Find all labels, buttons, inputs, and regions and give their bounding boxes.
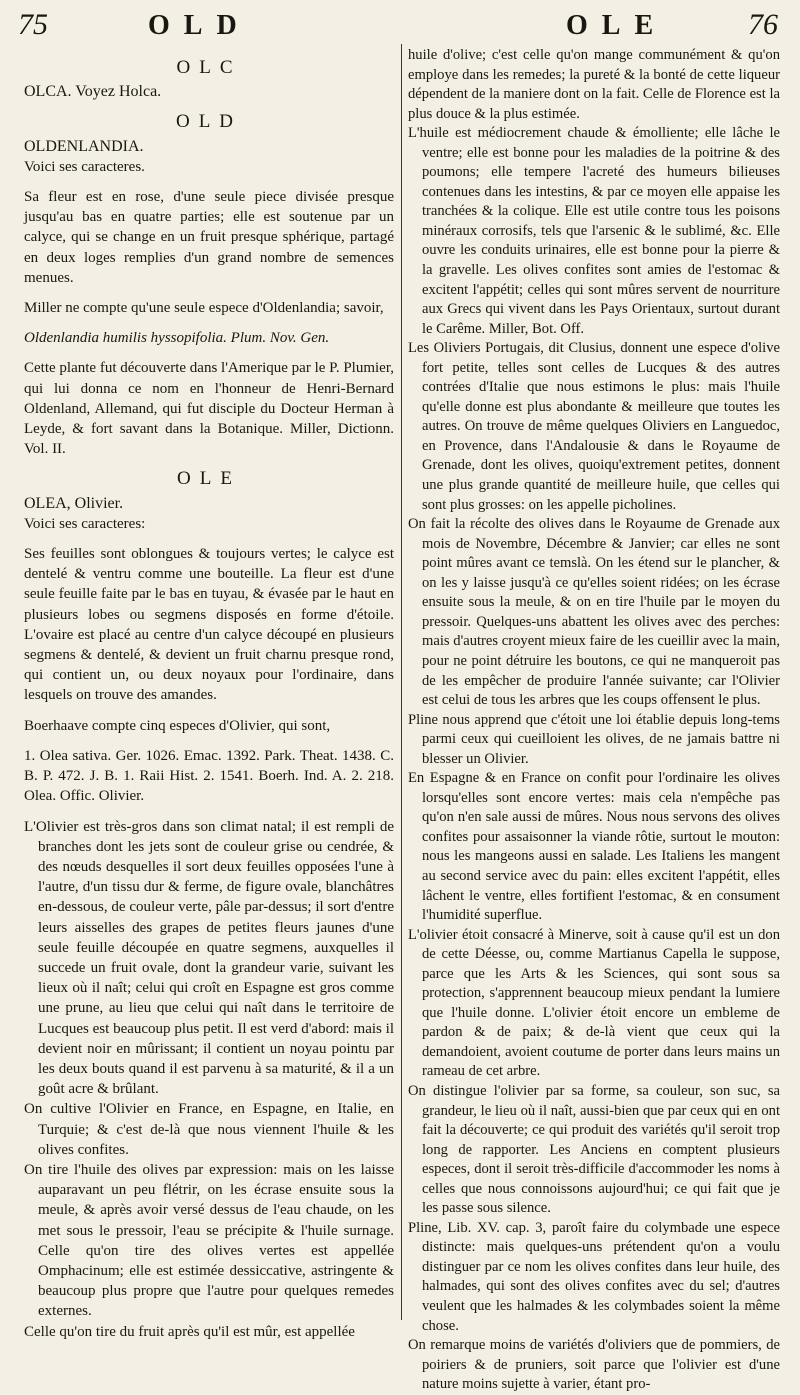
paragraph-fruit: Celle qu'on tire du fruit après qu'il est mûr, est appellée (24, 1323, 355, 1340)
page-number-left: 75 (18, 8, 48, 41)
paragraph-fleur: Sa fleur est en rose, d'une seule piece divisée presque jusqu'au bas en quatre parties; elle est soutenue par un calyce, qui se change en un fruit presque sphérique, partagé en deux loges remplies d'un grand nombre de semences menues. (24, 189, 394, 286)
paragraph-plante: Cette plante fut découverte dans l'Amerique par le P. Plumier, qui lui donna ce nom en l'honneur de Henri-Bernard Oldenland, Allemand, qui fut disciple du Docteur Herman à Leyde, & fort savant dans la Botanique. Miller, Dictionn. Vol. II. (24, 360, 394, 458)
paragraph-tire: On tire l'huile des olives par expression: mais on les laisse auparavant un peu flétrir, on les écrase ensuite sous la meule, & après avoir versé dessus de l'eau chaude, on les met sous le pressoir, l'eau se précipite & l'huile surnage. Celle qu'on tire des olives vertes est appellée Omphacinum; elle est estimée dessiccative, astringente & beaucoup plus propre que l'autre pour quelques remedes externes. (24, 1161, 394, 1320)
paragraph-huile-olive: huile d'olive; c'est celle qu'on mange communément & qu'on employe dans les remedes; la pureté & la bonté de cette liqueur dépendent de la maniere dont on la fait. Celle de Florence est la plus douce & la plus estimée. (408, 47, 780, 122)
running-head-right: OLE (566, 10, 668, 41)
paragraph-portugais: Les Oliviers Portugais, dit Clusius, donnent une espece d'olive fort petite, telles sont celles de Lucques & des autres contrées d'Italie que nous estimons le plus: mais l'huile qu'elle donne est plus abondante & meilleure que toutes les autres. On trouve de même quelques Oliviers en Languedoc, en Provence, dans l'Andalousie & dans le Royaume de Grenade, dont les olives, quoiqu'extrement petites, donnent une plus grande quantité de meilleure huile, que celles qui sont plus grosses: on les appelle picholines. (408, 340, 780, 513)
paragraph-cultive: On cultive l'Olivier en France, en Espagne, en Italie, en Turquie; & c'est de-là que nous viennent l'huile & les olives confites. (24, 1101, 394, 1158)
section-heading-ole: OLE (177, 468, 241, 490)
paragraph-pline-1: Pline nous apprend que c'étoit une loi établie depuis long-tems parmi ceux qui cueilloient les olives, de ne jamais battre ni blesser un Olivier. (408, 711, 780, 767)
paragraph-espagne: En Espagne & en France on confit pour l'ordinaire les olives lorsqu'elles sont encore vertes: mais cela n'empêche pas qu'on n'en sale aussi de mûres. Nous nous servons des olives confites pour assaisonner la viande rôtie, surtout le mouton: nous les mangeons aussi en salade. Les Italiens les mangent au second service avec du pain: elles excitent l'appétit, elles lâchent le ventre, elles fortifient l'estomac, & en consument l'humidité superflue. (408, 770, 780, 924)
paragraph-recolte: On fait la récolte des olives dans le Royaume de Grenade aux mois de Novembre, Décembre & Janvier; car elles ne sont point mûres avant ce temslà. On les étend sur le plancher, & on les y laisse jusqu'à ce qu'elles soient ridées; on les écrase ensuite sous la meule, & on en tire l'huile par le moyen du pressoir. Quelques-uns abattent les olives avec des perches: mais d'autres croyent mieux faire de les cueillir avec la main, pour ne point détruire les boutons, ce qui ne manqueroit pas de les empêcher de produire l'année suivante; car l'Olivier est celui de tous les arbres que les coups offensent le plus. (408, 516, 780, 709)
paragraph-humilis: Oldenlandia humilis hyssopifolia. Plum. Nov. Gen. (24, 330, 330, 347)
entry-oldenlandia: OLDENLANDIA. (24, 137, 144, 155)
paragraph-pline-2: Pline, Lib. XV. cap. 3, paroît faire du colymbade une espece distincte: mais quelques-uns prétendent qu'on a voulu distinguer par ce nom les olives confites dans leur huile, des halmades, qui sont des olives confites avec du sel; d'autres veulent que les halmades & les colymbades soient la même chose. (408, 1219, 780, 1334)
running-head-left: OLD (148, 10, 251, 41)
paragraph-miller-1: Miller ne compte qu'une seule espece d'Oldenlandia; savoir, (24, 300, 384, 317)
entry-olca: OLCA. Voyez Holca. (24, 83, 162, 101)
paragraph-minerve: L'olivier étoit consacré à Minerve, soit à cause qu'il est un don de cette Déesse, ou, comme Martianus Capella le suppose, parce que les Arts & les Sciences, qui sont sous sa protection, s'apprennent beaucoup mieux pendant la lumiere que l'huile donne. L'olivier étoit encore un embleme de pardon & de paix; & de-là vient que ceux qui la demandoient, avoient coutume de porter dans leurs mains un rameau de cet arbre. (408, 926, 780, 1080)
paragraph-distingue: On distingue l'olivier par sa forme, sa couleur, son suc, sa grandeur, le lieu où il naît, aussi-bien que par ceux qui en ont fait la découverte; ce qui produit des variétés qu'il seroit trop long de rapporter. Les Anciens en comptent plusieurs especes, dont il seroit très-difficile d'accommoder les noms à celles que nous connoissons aujourd'hui; ce qui fait que je les passe sous silence. (408, 1082, 780, 1217)
right-column (408, 46, 780, 1395)
section-heading-old: OLD (175, 111, 243, 133)
paragraph-voici-1: Voici ses caracteres. (24, 158, 145, 175)
paragraph-voici-2: Voici ses caracteres: (24, 515, 146, 532)
paragraph-feuilles: Ses feuilles sont oblongues & toujours vertes; le calyce est dentelé & ventru comme une bouteille. La fleur est d'une seule feuille faite par le bas en tuyau, & évasée par le haut en plusieurs lobes ou segmens disposés en forme d'étoile. L'ovaire est placé au centre d'un calyce découpé en plusieurs segmens & dentelé, & devient un fruit charnu presque rond, qui contient un, ou deux noyaux pour l'ordinaire, dans lesquels on trouve des amandes. (24, 546, 394, 704)
left-column (24, 48, 394, 1342)
paragraph-remarque: On remarque moins de variétés d'oliviers que de pommiers, de poiriers & de pruniers, soit parce que l'olivier est d'une nature moins sujette à varier, étant pro- (408, 1337, 780, 1393)
page-number-right: 76 (748, 8, 778, 41)
column-divider (401, 44, 402, 1320)
entry-olea: OLEA, Olivier. (24, 494, 124, 512)
section-heading-olc: OLC (176, 57, 242, 78)
paragraph-olivier-gros: L'Olivier est très-gros dans son climat natal; il est rempli de branches dont les jets sont de couleur grise ou cendrée, & des nœuds desquelles il sort deux feuilles opposées l'une à l'autre, d'un tissu dur & ferme, de figure ovale, blanchâtres en-dessous, de couleur verte, pâle par-dessus; il sort d'entre leurs aisselles des grapes de petites fleurs jaunes d'une seule feuille découpée en quatre segmens, auxquelles il succede un fruit ovale, dont la grandeur varie, suivant les lieux où il naît; celui qui croît en Espagne est gros comme une prune, au lieu que celui qui naît dans le territoire de Lucques est beaucoup plus petit. Il est verd d'abord: mais il devient noir en mûrissant; il contient un noyau pointu par les deux bouts quand il est parvenu à sa maturité, & il a un goût acre & brûlant. (24, 818, 394, 1098)
paragraph-mediocrement: L'huile est médiocrement chaude & émolliente; elle lâche le ventre; elle est bonne pour les maladies de la poitrine & des poumons; elle tempere l'acreté des humeurs bilieuses contenues dans les intestins, & par ce moyen elle appaise les tranchées & la colique. Elle est utile contre tous les poisons minéraux corrosifs, tels que l'arsenic & le sublimé, &c. Elle ouvre les conduits urinaires, elle est bonne pour la pierre & la gravelle. Les olives confites sont amies de l'estomac & excitent l'appétit; celles qui sont mûres servent de nourriture aux Grecs qui vivent dans les Pays Orientaux, surtout durant le Carême. Miller, Bot. Off. (408, 125, 780, 337)
paragraph-olea-sativa: 1. Olea sativa. Ger. 1026. Emac. 1392. Park. Theat. 1438. C. B. P. 472. J. B. 1. Raii Hist. 2. 1541. Boerh. Ind. A. 2. 218. Olea. Offic. Olivier. (24, 747, 394, 805)
paragraph-boerhaave: Boerhaave compte cinq especes d'Olivier, qui sont, (24, 717, 331, 734)
